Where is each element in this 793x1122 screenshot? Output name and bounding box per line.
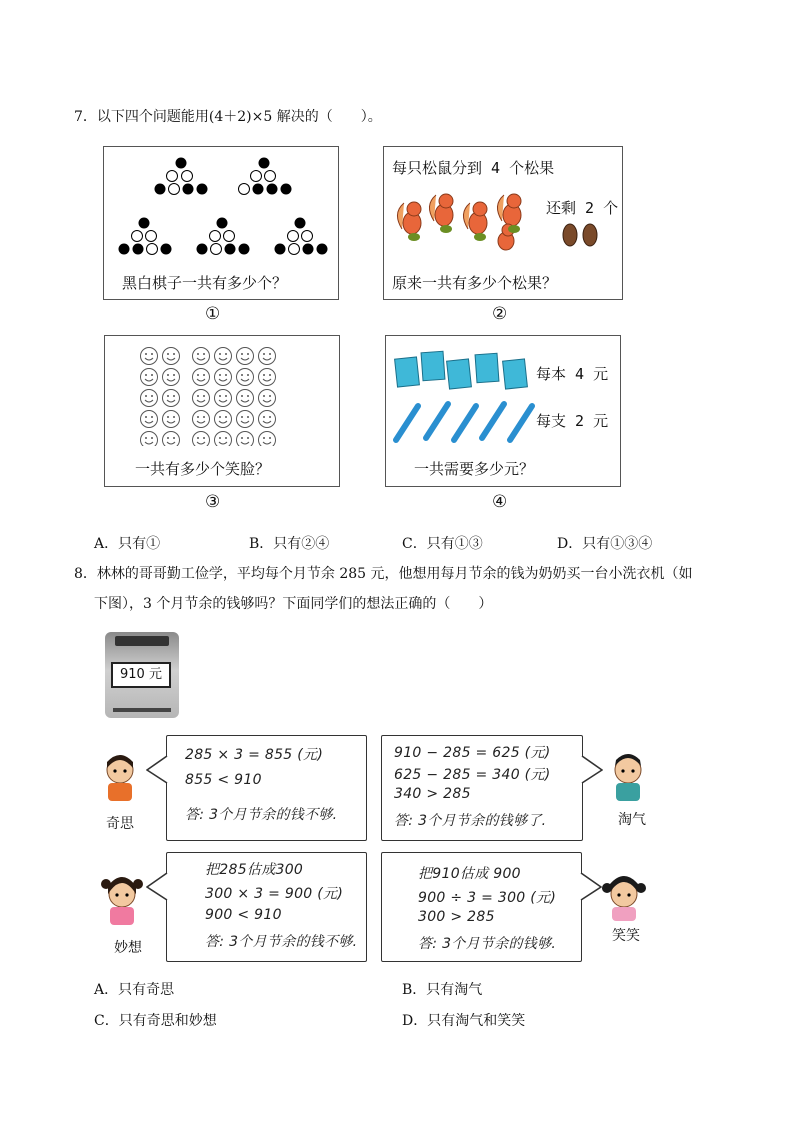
- smiley-face-icon: [237, 390, 254, 407]
- q7-panel-3: [104, 335, 340, 487]
- taoqi-line-4: 答: 3个月节余的钱够了.: [394, 813, 547, 829]
- q8-option-d-text: 只有淘气和笑笑: [427, 1013, 526, 1029]
- q7-question: 7．以下四个问题能用(4＋2)×5 解决的（ ）。: [74, 109, 382, 125]
- qisi-line-1: 285 × 3 = 855 (元): [185, 747, 324, 763]
- q7-panel-4-caption: 一共需要多少元？: [414, 460, 535, 478]
- q7-panel-2-remain: 还剩 2 个: [546, 199, 619, 217]
- qisi-name: 奇思: [106, 816, 134, 832]
- miaoxiang-line-1: 把285估成300: [205, 862, 304, 878]
- q8-option-b-text: 只有淘气: [426, 982, 483, 998]
- taoqi-name: 淘气: [618, 812, 646, 828]
- miaoxiang-line-4: 答: 3个月节余的钱不够.: [205, 934, 358, 950]
- smiley-face-icon: [163, 348, 180, 365]
- taoqi-line-3: 340 > 285: [394, 786, 471, 802]
- q7-panel-1-label: ①: [205, 304, 221, 324]
- washing-machine-image: [105, 632, 179, 718]
- miaoxiang-name: 妙想: [114, 940, 142, 956]
- q8-question-line1: 8．林林的哥哥勤工俭学，平均每个月节余 285 元，他想用每月节余的钱为奶奶买一台小洗衣机（如: [74, 566, 693, 582]
- q7-option-c-key: C．: [402, 536, 427, 552]
- miaoxiang-line-2: 300 × 3 = 900 (元): [205, 886, 344, 902]
- smiley-face-icon: [237, 369, 254, 386]
- q7-option-d-key: D．: [557, 536, 583, 552]
- smiley-face-icon: [193, 390, 210, 407]
- smiley-faces-illustration: [105, 336, 339, 446]
- smiley-face-icon: [193, 348, 210, 365]
- washing-machine-lid: [115, 636, 169, 646]
- smiley-face-icon: [193, 369, 210, 386]
- q7-option-b-key: B．: [249, 536, 274, 552]
- q7-panel-4-price-pen: 每支 2 元: [536, 412, 609, 430]
- smiley-face-icon: [215, 432, 232, 447]
- q8-option-a[interactable]: [94, 979, 174, 999]
- smiley-face-icon: [259, 390, 276, 407]
- smiley-face-icon: [259, 369, 276, 386]
- chess-pieces-illustration: [104, 147, 337, 257]
- q7-panel-2: [383, 146, 623, 300]
- bubble-miaoxiang: [166, 852, 367, 962]
- smiley-face-icon: [215, 390, 232, 407]
- q7-panel-2-label: ②: [492, 304, 508, 324]
- squirrels-illustration: [394, 185, 544, 255]
- q7-option-b[interactable]: [249, 533, 329, 553]
- smiley-face-icon: [215, 411, 232, 428]
- q7-panel-2-caption-top: 每只松鼠分到 4 个松果: [392, 159, 555, 177]
- xiaoxiao-line-2: 900 ÷ 3 = 300 (元): [418, 890, 557, 906]
- smiley-face-icon: [141, 348, 158, 365]
- smiley-face-icon: [163, 369, 180, 386]
- q7-panel-3-caption: 一共有多少个笑脸？: [135, 460, 271, 478]
- q8-option-c-text: 只有奇思和妙想: [118, 1013, 217, 1029]
- qisi-avatar: [98, 752, 142, 802]
- q7-panel-3-label: ③: [205, 492, 221, 512]
- q7-panel-2-caption: 原来一共有多少个松果？: [392, 274, 558, 292]
- smiley-face-icon: [141, 369, 158, 386]
- smiley-face-icon: [259, 348, 276, 365]
- q8-option-a-text: 只有奇思: [118, 982, 175, 998]
- bubble-xiaoxiao: [381, 852, 582, 962]
- smiley-face-icon: [215, 348, 232, 365]
- bubble-qisi-tail: [146, 755, 168, 785]
- smiley-face-icon: [141, 432, 158, 447]
- q7-option-d[interactable]: [557, 533, 652, 553]
- price-tag: 910 元: [111, 662, 171, 688]
- bubble-taoqi: [381, 735, 583, 841]
- q8-option-b[interactable]: [402, 979, 482, 999]
- q8-option-b-key: B．: [402, 982, 427, 998]
- smiley-face-icon: [163, 432, 180, 447]
- q8-option-d-key: D．: [402, 1013, 428, 1029]
- q7-panel-4-label: ④: [492, 492, 508, 512]
- miaoxiang-line-3: 900 < 910: [205, 907, 282, 923]
- smiley-face-icon: [259, 411, 276, 428]
- miaoxiang-avatar: [98, 874, 148, 926]
- q8-option-a-key: A．: [94, 982, 119, 998]
- q8-option-c[interactable]: [94, 1010, 217, 1030]
- qisi-line-2: 855 < 910: [185, 772, 262, 788]
- smiley-face-icon: [163, 411, 180, 428]
- q7-panel-4: [385, 335, 621, 487]
- q7-option-a[interactable]: [94, 533, 160, 553]
- xiaoxiao-name: 笑笑: [612, 928, 640, 944]
- xiaoxiao-line-1: 把910估成 900: [418, 866, 521, 882]
- notebooks-pens-illustration: [392, 346, 542, 446]
- q8-option-d[interactable]: [402, 1010, 525, 1030]
- q8-question-line2: 下图），3 个月节余的钱够吗？下面同学们的想法正确的（ ）: [94, 596, 493, 612]
- q7-panel-1-caption: 黑白棋子一共有多少个？: [122, 274, 288, 292]
- smiley-face-icon: [141, 411, 158, 428]
- bubble-miaoxiang-tail: [146, 872, 168, 902]
- smiley-face-icon: [259, 432, 276, 447]
- q8-option-c-key: C．: [94, 1013, 119, 1029]
- smiley-face-icon: [215, 369, 232, 386]
- q7-panel-4-price-book: 每本 4 元: [536, 365, 609, 383]
- bubble-qisi: [166, 735, 367, 841]
- bubble-xiaoxiao-tail: [580, 872, 602, 902]
- washing-machine-base: [113, 708, 171, 712]
- smiley-face-icon: [237, 348, 254, 365]
- xiaoxiao-line-3: 300 > 285: [418, 909, 495, 925]
- smiley-face-icon: [163, 390, 180, 407]
- xiaoxiao-avatar: [600, 874, 648, 922]
- smiley-face-icon: [193, 432, 210, 447]
- q7-option-c[interactable]: [402, 533, 483, 553]
- smiley-face-icon: [141, 390, 158, 407]
- q7-option-c-text: 只有①③: [426, 536, 483, 552]
- q7-option-b-text: 只有②④: [273, 536, 330, 552]
- q7-option-a-key: A．: [94, 536, 119, 552]
- q7-option-a-text: 只有①: [118, 536, 161, 552]
- taoqi-line-1: 910 − 285 = 625 (元): [394, 745, 551, 761]
- xiaoxiao-line-4: 答: 3个月节余的钱够.: [418, 936, 557, 952]
- taoqi-line-2: 625 − 285 = 340 (元): [394, 767, 551, 783]
- smiley-face-icon: [237, 432, 254, 447]
- qisi-line-3: 答: 3个月节余的钱不够.: [185, 807, 338, 823]
- q7-option-d-text: 只有①③④: [582, 536, 653, 552]
- smiley-face-icon: [237, 411, 254, 428]
- q7-panel-1: [103, 146, 339, 300]
- taoqi-avatar: [606, 752, 650, 802]
- bubble-taoqi-tail: [581, 755, 603, 785]
- pinecones-icon: [552, 221, 612, 251]
- smiley-face-icon: [193, 411, 210, 428]
